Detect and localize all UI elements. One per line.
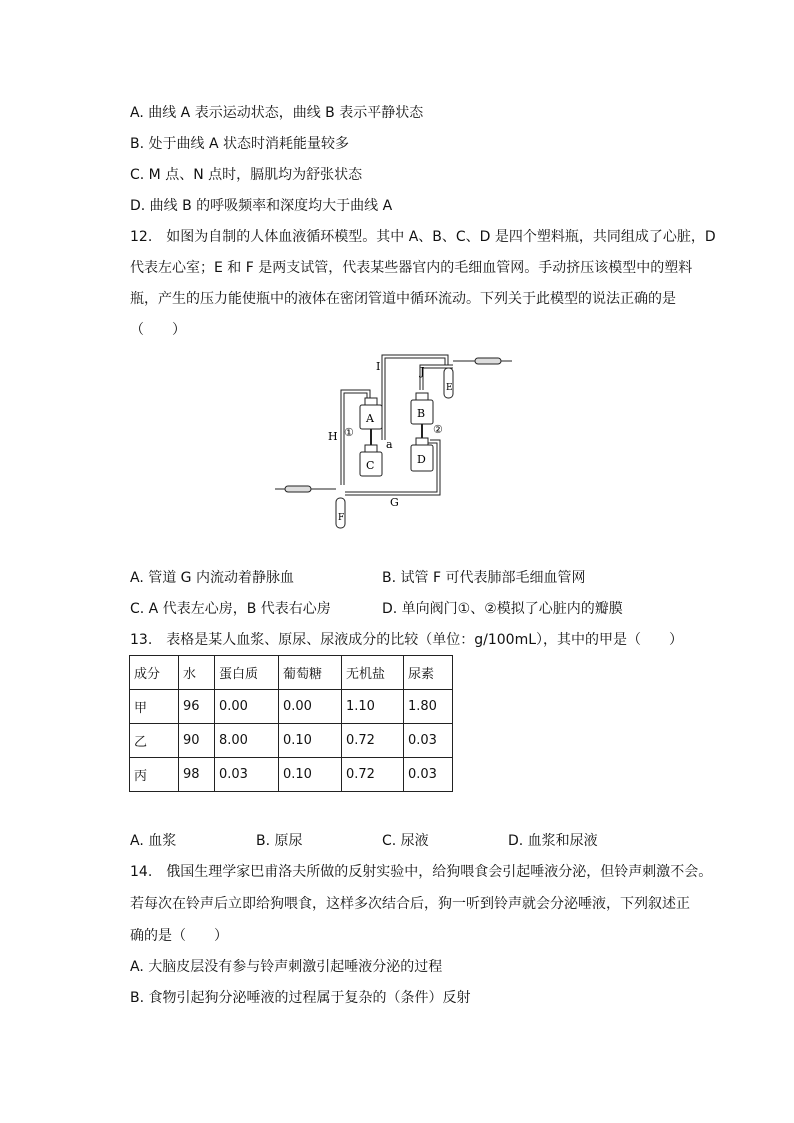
table-cell: 0.03: [404, 724, 453, 758]
header-cell: 成分: [130, 656, 179, 690]
table-cell: 0.72: [342, 758, 404, 792]
q12-option-a: A. 管道 G 内流动着静脉血: [130, 570, 294, 586]
q14-stem-line-1: 14. 俄国生理学家巴甫洛夫所做的反射实验中，给狗喂食会引起唾液分泌，但铃声刺激不会。: [130, 864, 713, 880]
header-cell: 葡萄糖: [279, 656, 342, 690]
squeeze-bulb-left: [275, 486, 336, 492]
q12-stem-line-4: （ ）: [130, 322, 186, 338]
table-cell: 0.00: [279, 690, 342, 724]
label-tube-j: J: [420, 365, 425, 378]
table-cell: 乙: [130, 724, 179, 758]
q11-option-c: C. M 点、N 点时，膈肌均为舒张状态: [130, 167, 363, 183]
table-cell: 0.10: [279, 724, 342, 758]
label-d: D: [417, 453, 426, 466]
q12-stem-line-1: 12. 如图为自制的人体血液循环模型。其中 A、B、C、D 是四个塑料瓶，共同组成了心脏，D: [130, 229, 716, 245]
label-tube-h: H: [328, 430, 338, 443]
table-cell: 90: [179, 724, 215, 758]
table-row: [130, 758, 453, 792]
table-row: [130, 690, 453, 724]
label-f: F: [338, 513, 345, 523]
q12-stem-line-3: 瓶，产生的压力能使瓶中的液体在密闭管道中循环流动。下列关于此模型的说法正确的是: [130, 291, 676, 307]
q13-option-c: C. 尿液: [382, 833, 429, 849]
label-c: C: [366, 459, 375, 472]
table-cell: 1.80: [404, 690, 453, 724]
label-b: B: [417, 407, 426, 420]
circulation-model-figure: [270, 340, 520, 540]
q13-option-a: A. 血浆: [130, 833, 177, 849]
q13-option-d: D. 血浆和尿液: [508, 833, 598, 849]
composition-table: [129, 655, 453, 792]
q12-option-b: B. 试管 F 可代表肺部毛细血管网: [382, 570, 586, 586]
q14-option-b: B. 食物引起狗分泌唾液的过程属于复杂的（条件）反射: [130, 990, 471, 1006]
table-row: [130, 724, 453, 758]
table-cell: 1.10: [342, 690, 404, 724]
label-tube-i: I: [376, 360, 381, 373]
label-e: E: [446, 383, 453, 393]
table-cell: 0.03: [215, 758, 279, 792]
header-cell: 水: [179, 656, 215, 690]
table-cell: 丙: [130, 758, 179, 792]
q12-option-c: C. A 代表左心房，B 代表右心房: [130, 601, 331, 617]
table-header-row: [130, 656, 453, 690]
q14-option-a: A. 大脑皮层没有参与铃声刺激引起唾液分泌的过程: [130, 959, 443, 975]
label-a: A: [366, 412, 374, 425]
table-cell: 8.00: [215, 724, 279, 758]
table-cell: 0.10: [279, 758, 342, 792]
table-cell: 甲: [130, 690, 179, 724]
label-tube-g: G: [390, 496, 399, 509]
label-a-small: a: [386, 438, 393, 451]
squeeze-bulb-right: [453, 358, 512, 364]
header-cell: 尿素: [404, 656, 453, 690]
table-cell: 0.00: [215, 690, 279, 724]
table-cell: 0.72: [342, 724, 404, 758]
table-cell: 96: [179, 690, 215, 724]
q12-stem-line-2: 代表左心室；E 和 F 是两支试管，代表某些器官内的毛细血管网。手动挤压该模型中的塑料: [130, 260, 693, 276]
valve-1-label: ①: [344, 426, 354, 439]
q11-option-d: D. 曲线 B 的呼吸频率和深度均大于曲线 A: [130, 198, 393, 214]
q11-option-b: B. 处于曲线 A 状态时消耗能量较多: [130, 136, 349, 152]
valve-2-label: ②: [433, 423, 443, 436]
q12-option-d: D. 单向阀门①、②模拟了心脏内的瓣膜: [382, 601, 623, 617]
header-cell: 蛋白质: [215, 656, 279, 690]
q13-option-b: B. 原尿: [256, 833, 303, 849]
q14-stem-line-2: 若每次在铃声后立即给狗喂食，这样多次结合后，狗一听到铃声就会分泌唾液，下列叙述正: [130, 896, 690, 912]
table-cell: 98: [179, 758, 215, 792]
table-cell: 0.03: [404, 758, 453, 792]
header-cell: 无机盐: [342, 656, 404, 690]
q14-stem-line-3: 确的是（ ）: [130, 928, 228, 944]
q11-option-a: A. 曲线 A 表示运动状态，曲线 B 表示平静状态: [130, 105, 424, 121]
q13-stem: 13. 表格是某人血浆、原尿、尿液成分的比较（单位：g/100mL），其中的甲是（ ）: [130, 632, 684, 648]
